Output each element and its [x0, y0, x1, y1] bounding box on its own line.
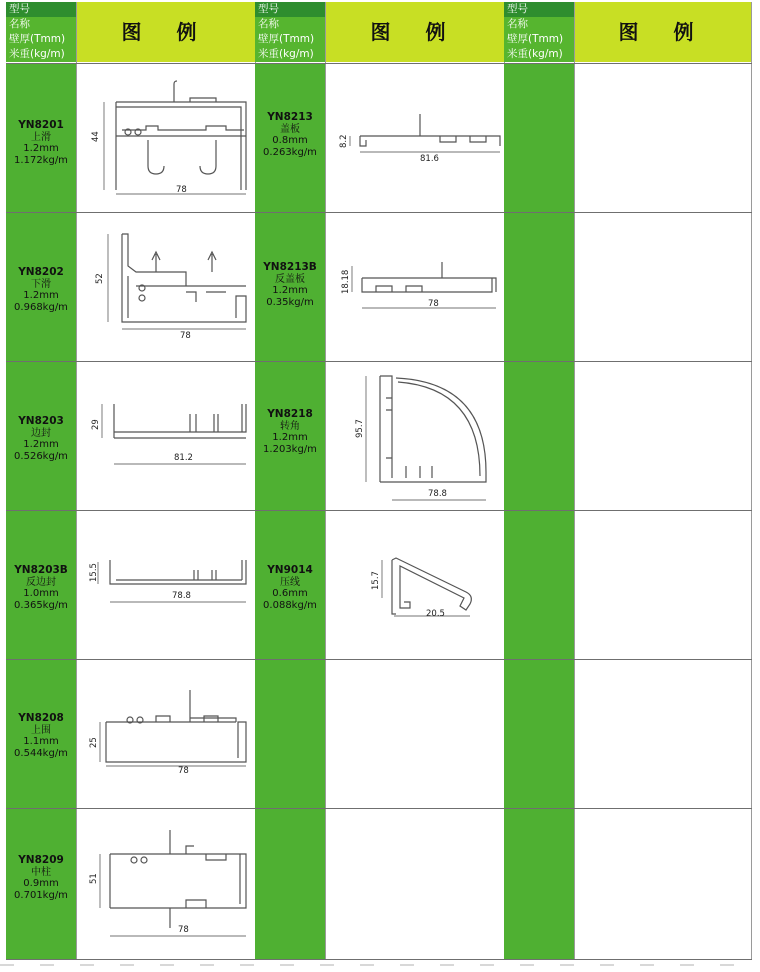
dimension-height: 25: [89, 737, 99, 748]
column-divider: [751, 2, 752, 960]
dimension-width: 78: [180, 331, 191, 341]
row-divider: [6, 63, 752, 64]
product-cell: [255, 262, 325, 308]
profile-drawing-yn8208: [86, 688, 251, 776]
bottom-divider: [0, 964, 760, 966]
header-figure-label: 图 例: [326, 2, 504, 62]
product-weight: 0.701kg/m: [14, 889, 68, 901]
product-thickness: 1.0mm: [23, 588, 59, 599]
product-cell: [6, 120, 76, 166]
dimension-height: 52: [95, 273, 105, 284]
product-name: 下滑: [31, 278, 51, 290]
product-name: 反盖板: [275, 273, 305, 285]
dimension-height: 15.7: [371, 571, 381, 590]
row-divider: [6, 212, 752, 213]
product-weight: 0.35kg/m: [266, 296, 314, 308]
header-label-weight: 米重(kg/m): [255, 47, 325, 62]
model-column: [6, 64, 76, 960]
product-name: 上围: [31, 724, 51, 736]
product-name: 转角: [280, 420, 300, 432]
product-cell: [6, 713, 76, 759]
product-code: YN8213B: [263, 261, 317, 273]
product-weight: 0.088kg/m: [263, 599, 317, 611]
product-thickness: 1.2mm: [23, 143, 59, 154]
product-weight: 0.365kg/m: [14, 599, 68, 611]
header-label-thickness: 壁厚(Tmm): [504, 32, 574, 47]
product-code: YN8209: [18, 854, 64, 866]
dimension-height: 15.5: [89, 563, 99, 582]
dimension-height: 95.7: [355, 419, 365, 438]
product-code: YN9014: [267, 564, 313, 576]
header-label-model: 型号: [6, 2, 76, 17]
product-cell: [6, 855, 76, 901]
header-label-weight: 米重(kg/m): [504, 47, 574, 62]
product-name: 反边封: [26, 576, 56, 588]
product-cell: [6, 565, 76, 611]
profile-drawing-yn8209: [86, 824, 251, 944]
dimension-width: 78.8: [172, 591, 191, 601]
product-code: YN8203: [18, 415, 64, 427]
profile-drawing-yn9014: [336, 548, 501, 628]
header-label-model: 型号: [255, 2, 325, 17]
header-figure-label: 图 例: [575, 2, 751, 62]
product-code: YN8208: [18, 712, 64, 724]
profile-drawing-yn8213b: [336, 258, 501, 318]
product-cell: [255, 112, 325, 158]
product-weight: 0.526kg/m: [14, 450, 68, 462]
header-label-model: 型号: [504, 2, 574, 17]
product-thickness: 0.8mm: [272, 135, 308, 146]
dimension-height: 8.2: [339, 134, 349, 148]
header-label-name: 名称: [255, 17, 325, 32]
product-thickness: 1.2mm: [23, 439, 59, 450]
product-weight: 1.203kg/m: [263, 443, 317, 455]
dimension-width: 78: [178, 925, 189, 935]
dimension-width: 78: [178, 766, 189, 776]
product-code: YN8203B: [14, 564, 68, 576]
profile-drawing-yn8203: [86, 392, 251, 482]
product-thickness: 0.9mm: [23, 878, 59, 889]
column-divider: [574, 2, 575, 960]
dimension-height: 18.18: [341, 269, 351, 294]
product-name: 上滑: [31, 131, 51, 143]
product-name: 盖板: [280, 123, 300, 135]
product-name: 压线: [280, 576, 300, 588]
product-cell: [255, 565, 325, 611]
profile-drawing-yn8203b: [86, 550, 251, 620]
row-divider: [6, 959, 752, 960]
product-weight: 0.968kg/m: [14, 301, 68, 313]
dimension-width: 20.5: [426, 609, 445, 619]
product-catalog-table: [6, 2, 752, 960]
dimension-width: 78: [176, 185, 187, 195]
product-thickness: 1.2mm: [272, 432, 308, 443]
dimension-width: 81.6: [420, 154, 439, 164]
header-label-thickness: 壁厚(Tmm): [6, 32, 76, 47]
product-cell: [6, 416, 76, 462]
product-cell: [6, 267, 76, 313]
profile-drawing-yn8202: [86, 226, 251, 346]
column-divider: [325, 2, 326, 960]
product-thickness: 0.6mm: [272, 588, 308, 599]
profile-drawing-yn8201: [86, 80, 251, 200]
profile-drawing-yn8213: [336, 110, 501, 170]
product-weight: 0.544kg/m: [14, 747, 68, 759]
product-name: 中柱: [31, 866, 51, 878]
product-code: YN8213: [267, 111, 313, 123]
header-label-weight: 米重(kg/m): [6, 47, 76, 62]
dimension-height: 44: [91, 131, 101, 142]
product-name: 边封: [31, 427, 51, 439]
row-divider: [6, 808, 752, 809]
header-label-name: 名称: [504, 17, 574, 32]
row-divider: [6, 659, 752, 660]
dimension-width: 81.2: [174, 453, 193, 463]
model-column: [504, 64, 574, 960]
column-divider: [76, 2, 77, 960]
row-divider: [6, 510, 752, 511]
product-code: YN8201: [18, 119, 64, 131]
model-column: [255, 64, 325, 960]
dimension-width: 78.8: [428, 489, 447, 499]
profile-drawing-yn8218: [336, 368, 501, 508]
header-label-thickness: 壁厚(Tmm): [255, 32, 325, 47]
product-code: YN8218: [267, 408, 313, 420]
header-figure-label: 图 例: [77, 2, 255, 62]
dimension-width: 78: [428, 299, 439, 309]
product-weight: 1.172kg/m: [14, 154, 68, 166]
row-divider: [6, 361, 752, 362]
product-weight: 0.263kg/m: [263, 146, 317, 158]
product-code: YN8202: [18, 266, 64, 278]
dimension-height: 51: [89, 873, 99, 884]
product-thickness: 1.2mm: [272, 285, 308, 296]
header-label-name: 名称: [6, 17, 76, 32]
product-thickness: 1.1mm: [23, 736, 59, 747]
product-thickness: 1.2mm: [23, 290, 59, 301]
product-cell: [255, 409, 325, 455]
dimension-height: 29: [91, 419, 101, 430]
